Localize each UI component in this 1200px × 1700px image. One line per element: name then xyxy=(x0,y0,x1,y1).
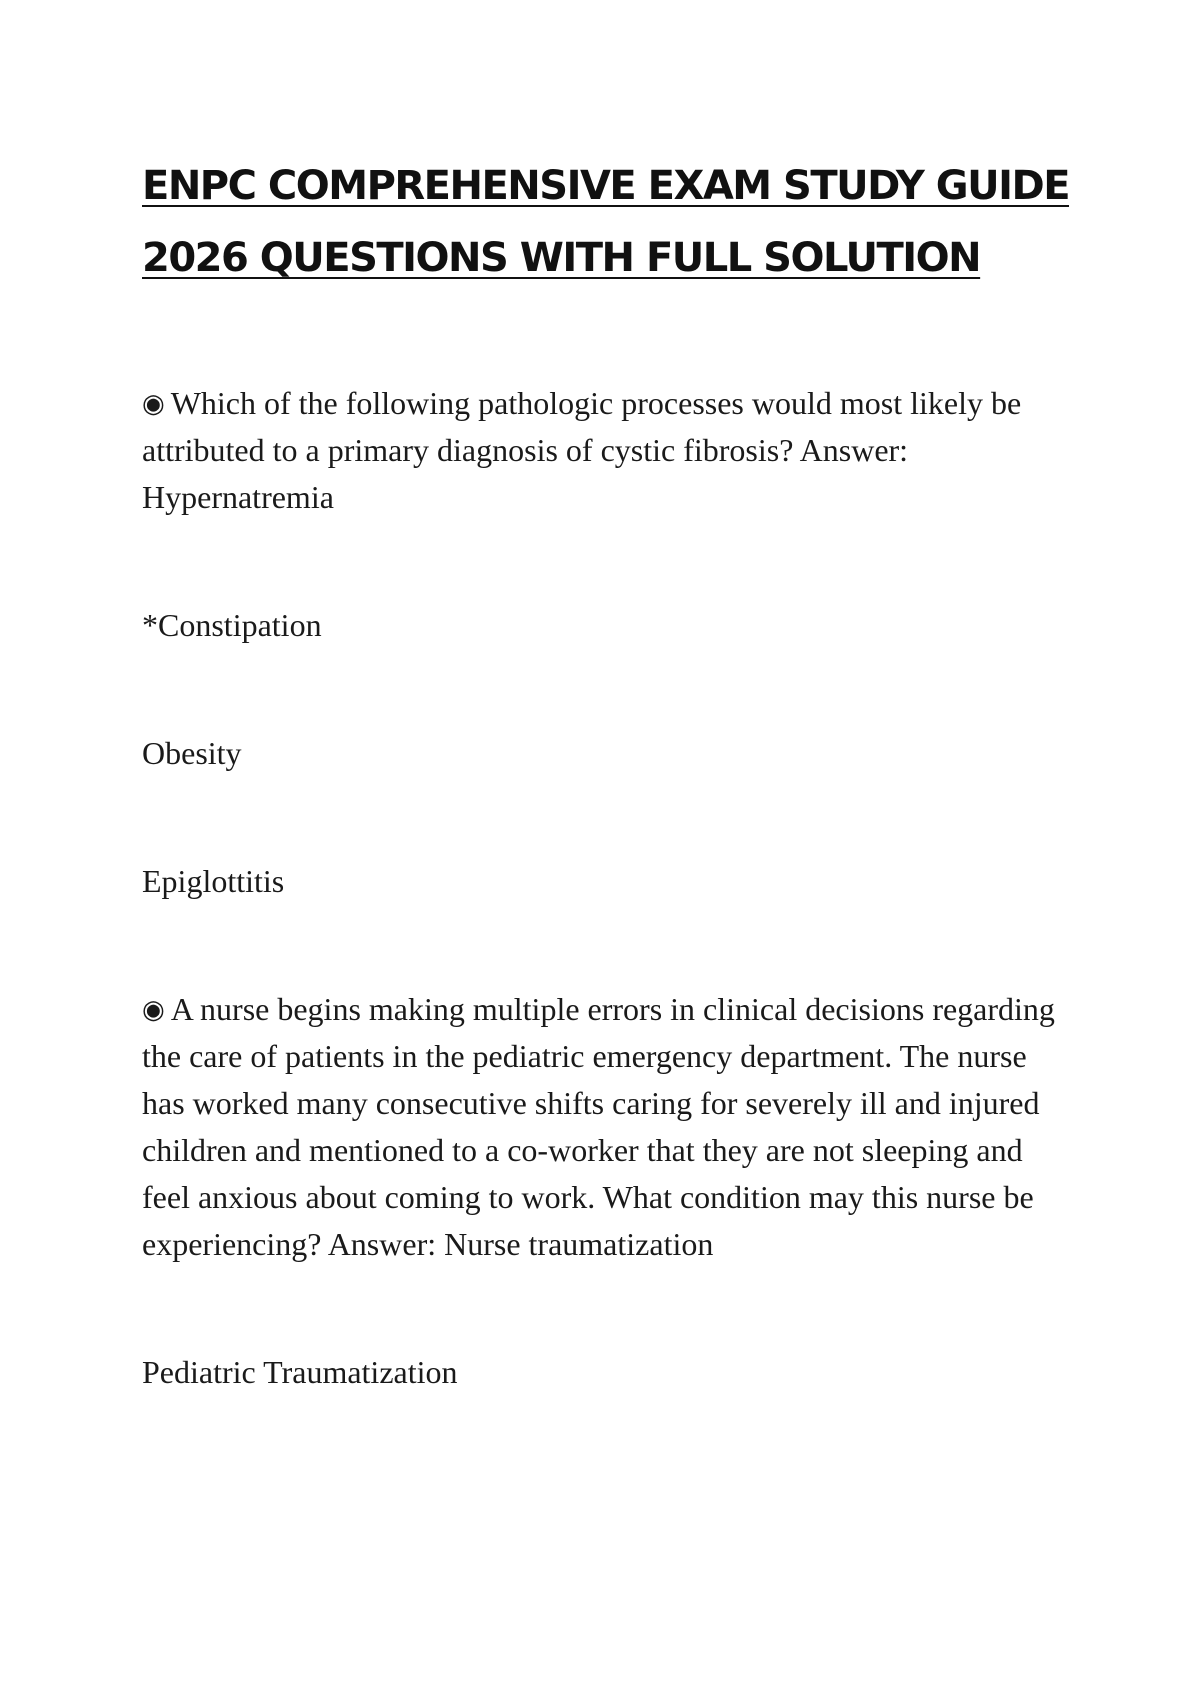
document-title xyxy=(142,150,1070,294)
bullet-icon: ◉ xyxy=(142,995,165,1024)
question-1 xyxy=(142,380,1062,521)
question-2-option-1: Pediatric Traumatization xyxy=(142,1354,458,1390)
question-2 xyxy=(142,986,1062,1268)
title-line-2: 2026 QUESTIONS WITH FULL SOLUTION xyxy=(142,235,981,281)
question-1-option-1: *Constipation xyxy=(142,607,322,643)
question-1-text: Which of the following pathologic processes would most likely be attributed to a primary diagnosis of cystic fibrosis? Answer: Hypernatremia xyxy=(142,385,1022,515)
question-2-text: A nurse begins making multiple errors in clinical decisions regarding the care of patients in the pediatric emergency department. The nurse has worked many consecutive shifts caring for severely ill and injured children and mentioned to a co-worker that they are not sleeping and feel anxious about coming to work. What condition may this nurse be experiencing? Answer: Nurse traumatization xyxy=(142,991,1055,1262)
question-1-option-2: Obesity xyxy=(142,735,242,771)
title-line-1: ENPC COMPREHENSIVE EXAM STUDY GUIDE xyxy=(142,163,1070,209)
bullet-icon: ◉ xyxy=(142,389,165,418)
document-page xyxy=(142,150,1070,1396)
question-1-option-3: Epiglottitis xyxy=(142,863,285,899)
